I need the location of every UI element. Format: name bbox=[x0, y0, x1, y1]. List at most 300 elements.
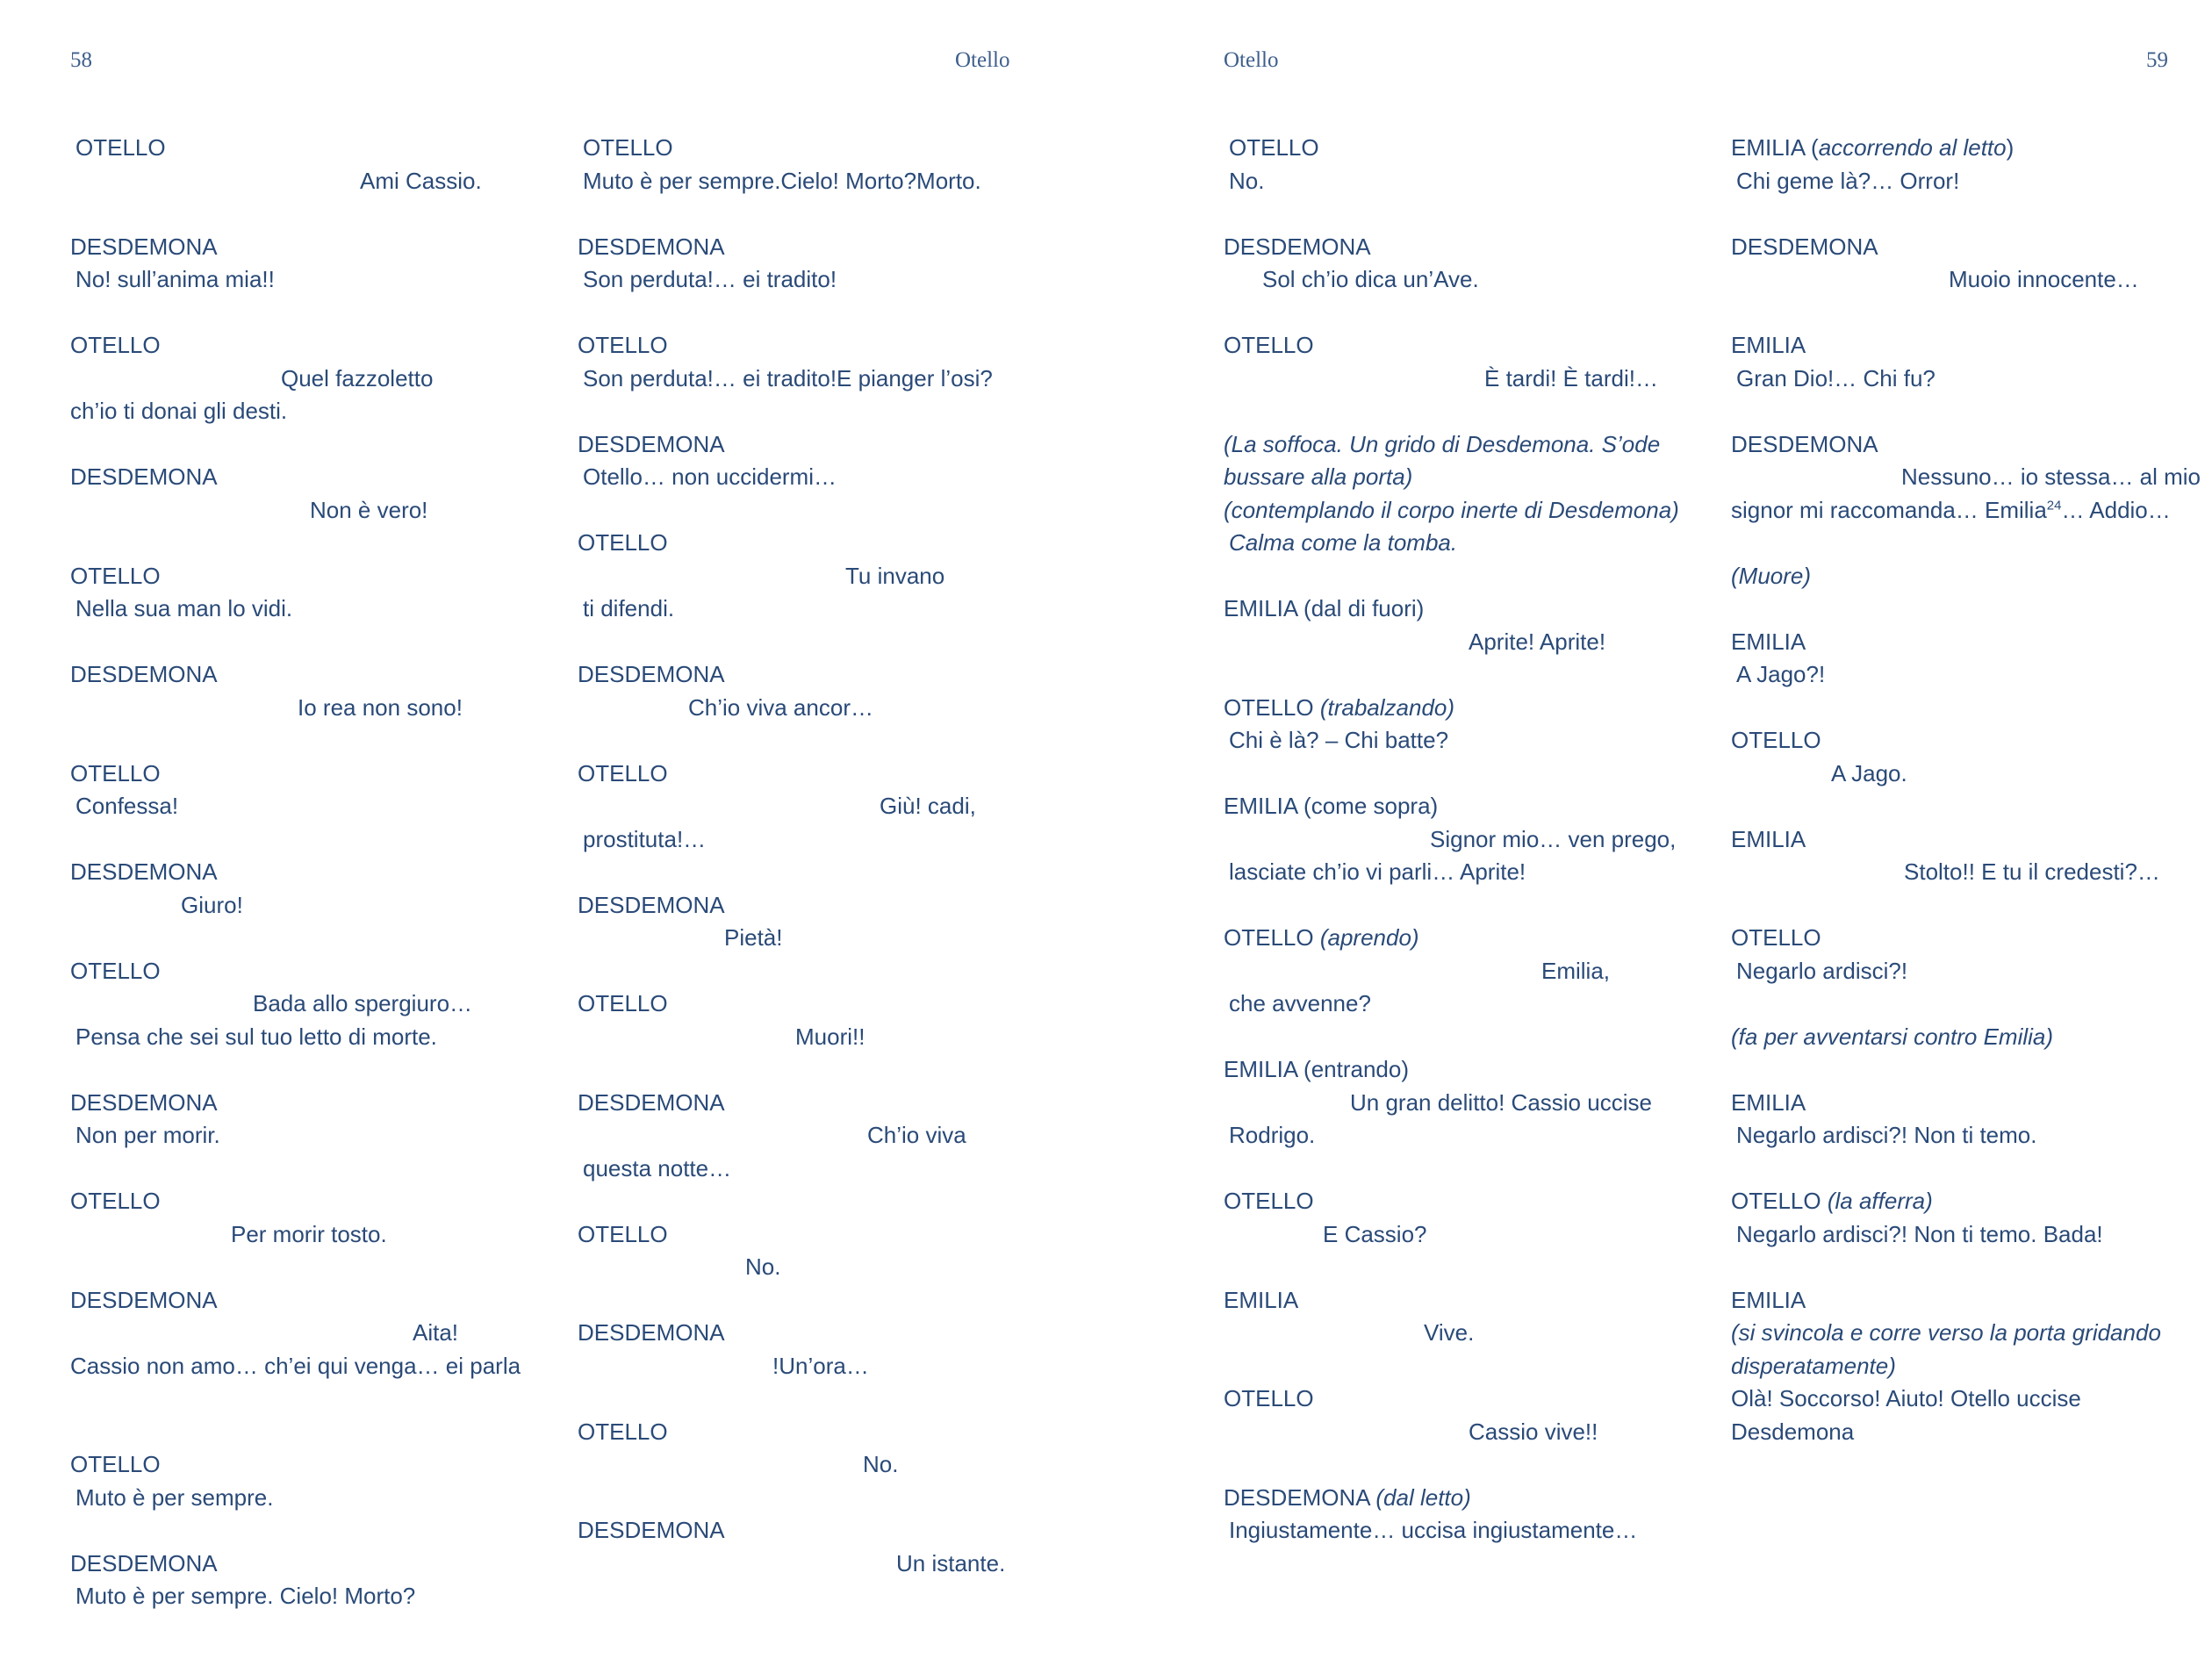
dialogue-line bbox=[1224, 626, 1733, 659]
left-running-title: Otello bbox=[955, 48, 1010, 72]
line-text: Non per morir. bbox=[75, 1122, 220, 1148]
dialogue-line bbox=[1224, 363, 1733, 396]
line-text: ti difendi. bbox=[583, 595, 675, 621]
line-text: Negarlo ardisci?! bbox=[1736, 957, 1908, 984]
line-text: DESDEMONA bbox=[1731, 430, 1878, 457]
line-text: A Jago. bbox=[1831, 759, 1907, 786]
line-text: Sol ch’io dica un’Ave. bbox=[1262, 266, 1479, 292]
line-text: Negarlo ardisci?! Non ti temo. Bada! bbox=[1736, 1220, 2103, 1247]
dialogue-line bbox=[1224, 988, 1733, 1021]
line-text: EMILIA (entrando) bbox=[1224, 1056, 1409, 1082]
dialogue-line bbox=[1224, 1119, 1733, 1153]
speaker-name bbox=[1731, 329, 2212, 363]
line-text: Aita! bbox=[413, 1319, 459, 1346]
line-text: Nella sua man lo vidi. bbox=[75, 595, 293, 621]
line-text: EMILIA bbox=[1731, 825, 1806, 852]
left-page-number: 58 bbox=[70, 48, 92, 72]
speaker-name bbox=[70, 955, 579, 988]
speaker-name bbox=[1731, 823, 2212, 857]
blank-line bbox=[578, 494, 1087, 528]
blank-line bbox=[1731, 790, 2212, 823]
speaker-name bbox=[578, 758, 1087, 791]
dialogue-line bbox=[578, 592, 1087, 626]
blank-line bbox=[578, 856, 1087, 889]
line-text: (La soffoca. Un grido di Desdemona. S’ode bbox=[1224, 430, 1661, 457]
speaker-name bbox=[70, 758, 579, 791]
dialogue-line bbox=[70, 1021, 579, 1054]
stage-direction bbox=[1224, 527, 1733, 560]
line-text: No. bbox=[1229, 167, 1265, 194]
dialogue-line bbox=[70, 263, 579, 297]
stage-direction bbox=[1224, 428, 1733, 462]
dialogue-line bbox=[1224, 1317, 1733, 1350]
dialogue-line bbox=[1224, 1087, 1733, 1120]
speaker-name bbox=[1731, 1185, 2212, 1218]
speaker-name bbox=[70, 1087, 579, 1120]
dialogue-line bbox=[1224, 823, 1733, 857]
dialogue-line bbox=[578, 263, 1087, 297]
blank-line bbox=[1224, 297, 1733, 330]
blank-line bbox=[1224, 658, 1733, 692]
line-text: (contemplando il corpo inerte di Desdemona) bbox=[1224, 496, 1679, 523]
speaker-name bbox=[578, 1317, 1087, 1350]
dialogue-line bbox=[1731, 363, 2212, 396]
line-text: Negarlo ardisci?! Non ti temo. bbox=[1736, 1122, 2037, 1148]
line-text: OTELLO bbox=[1224, 693, 1314, 721]
dialogue-line bbox=[1224, 724, 1733, 758]
line-text: Rodrigo. bbox=[1229, 1122, 1316, 1148]
text-column-1 bbox=[70, 132, 579, 1613]
dialogue-line bbox=[1224, 955, 1733, 988]
line-text: Signor mio… ven prego, bbox=[1430, 825, 1677, 852]
speaker-name bbox=[578, 527, 1087, 560]
dialogue-line bbox=[70, 592, 579, 626]
dialogue-line bbox=[70, 363, 579, 396]
line-text: prostituta!… bbox=[583, 825, 707, 852]
dialogue-line bbox=[70, 790, 579, 823]
blank-line bbox=[1224, 889, 1733, 923]
blank-line bbox=[70, 1251, 579, 1284]
blank-line bbox=[1224, 560, 1733, 593]
line-text: OTELLO bbox=[578, 759, 668, 786]
dialogue-line bbox=[1731, 494, 2212, 528]
stage-direction bbox=[1224, 494, 1733, 528]
line-text: OTELLO bbox=[578, 1220, 668, 1247]
speaker-name bbox=[1224, 329, 1733, 363]
dialogue-line bbox=[578, 1448, 1087, 1482]
line-text: E Cassio? bbox=[1323, 1220, 1427, 1247]
speaker-name bbox=[70, 856, 579, 889]
stage-direction bbox=[1224, 461, 1733, 494]
stage-direction-inline: (trabalzando) bbox=[1319, 693, 1455, 721]
speaker-name bbox=[70, 1284, 579, 1318]
right-page-number: 59 bbox=[2146, 48, 2168, 72]
speaker-name bbox=[1224, 790, 1733, 823]
line-text: Stolto!! E tu il credesti?… bbox=[1904, 858, 2160, 885]
dialogue-line bbox=[70, 1317, 579, 1350]
line-text: OTELLO bbox=[1224, 1188, 1314, 1214]
line-text: bussare alla porta) bbox=[1224, 463, 1413, 490]
line-text: No. bbox=[745, 1253, 781, 1280]
line-text: Gran Dio!… Chi fu? bbox=[1736, 364, 1936, 391]
speaker-name bbox=[1224, 922, 1733, 955]
line-text: DESDEMONA bbox=[70, 1549, 218, 1576]
line-text: OTELLO bbox=[1224, 1385, 1314, 1411]
line-text: DESDEMONA bbox=[578, 1088, 725, 1116]
line-text: No. bbox=[863, 1451, 899, 1477]
speaker-name bbox=[70, 1548, 579, 1581]
line-text: EMILIA bbox=[1731, 332, 1806, 358]
line-text: A Jago?! bbox=[1736, 661, 1826, 687]
speaker-name bbox=[1224, 132, 1733, 165]
line-text: DESDEMONA bbox=[70, 233, 218, 260]
line-text: ch’io ti donai gli desti. bbox=[70, 398, 288, 424]
line-text: OTELLO bbox=[1224, 332, 1314, 358]
line-text: OTELLO bbox=[1731, 727, 1821, 753]
dialogue-line bbox=[70, 889, 579, 923]
speaker-name bbox=[1731, 1087, 2212, 1120]
speaker-name bbox=[578, 1514, 1087, 1548]
line-text: DESDEMONA bbox=[70, 463, 218, 490]
dialogue-line bbox=[70, 1580, 579, 1613]
line-text: DESDEMONA bbox=[70, 1088, 218, 1116]
dialogue-line bbox=[578, 1251, 1087, 1284]
line-text: DESDEMONA bbox=[578, 430, 725, 457]
line-text: Aprite! Aprite! bbox=[1469, 628, 1606, 655]
speaker-name bbox=[578, 1218, 1087, 1252]
line-text: OTELLO bbox=[578, 332, 668, 358]
speaker-name bbox=[1731, 724, 2212, 758]
speaker-name bbox=[1224, 1284, 1733, 1318]
dialogue-line bbox=[1731, 658, 2212, 692]
blank-line bbox=[1224, 758, 1733, 791]
blank-line bbox=[1224, 1448, 1733, 1482]
speaker-name bbox=[1224, 1482, 1733, 1515]
speaker-name bbox=[70, 132, 579, 165]
line-text: Un istante. bbox=[896, 1549, 1006, 1576]
text-column-3 bbox=[1224, 132, 1733, 1548]
speaker-name bbox=[578, 231, 1087, 264]
line-text: Ami Cassio. bbox=[360, 167, 482, 194]
dialogue-line bbox=[1224, 856, 1733, 889]
dialogue-line bbox=[70, 1482, 579, 1515]
dialogue-line bbox=[1731, 856, 2212, 889]
dialogue-line bbox=[1731, 1218, 2212, 1252]
blank-line bbox=[578, 1185, 1087, 1218]
line-text: Cassio vive!! bbox=[1469, 1418, 1598, 1445]
line-text: (fa per avventarsi contro Emilia) bbox=[1731, 1023, 2054, 1050]
line-text: Giuro! bbox=[181, 891, 243, 918]
speaker-name bbox=[1224, 1185, 1733, 1218]
line-text: Nessuno… io stessa… al mio bbox=[1901, 463, 2201, 490]
dialogue-line bbox=[578, 692, 1087, 725]
speaker-name bbox=[578, 1087, 1087, 1120]
blank-line bbox=[70, 1153, 579, 1186]
dialogue-line bbox=[1731, 1382, 2212, 1416]
dialogue-line bbox=[578, 363, 1087, 396]
line-text: Son perduta!… ei tradito! bbox=[583, 266, 837, 292]
line-text-tail: ) bbox=[2006, 134, 2014, 161]
line-text: Muoio innocente… bbox=[1949, 266, 2139, 292]
line-text: DESDEMONA bbox=[578, 1517, 725, 1543]
speaker-name bbox=[70, 560, 579, 593]
blank-line bbox=[70, 527, 579, 560]
text-column-4 bbox=[1731, 132, 2212, 1448]
line-text: DESDEMONA bbox=[1224, 1483, 1370, 1511]
line-text: OTELLO bbox=[1224, 924, 1314, 951]
speaker-name bbox=[70, 231, 579, 264]
line-text: DESDEMONA bbox=[1731, 233, 1878, 260]
dialogue-line bbox=[1731, 758, 2212, 791]
line-text: Emilia, bbox=[1541, 957, 1611, 984]
blank-line bbox=[1224, 1350, 1733, 1383]
line-text: EMILIA bbox=[1731, 1286, 1806, 1313]
blank-line bbox=[70, 626, 579, 659]
speaker-name bbox=[578, 889, 1087, 923]
dialogue-line bbox=[578, 1548, 1087, 1581]
line-text: Ch’io viva ancor… bbox=[688, 693, 873, 721]
line-text: Bada allo spergiuro… bbox=[253, 990, 473, 1016]
blank-line bbox=[1224, 1021, 1733, 1054]
dialogue-line bbox=[578, 1021, 1087, 1054]
stage-direction bbox=[1731, 1317, 2212, 1350]
speaker-name bbox=[578, 428, 1087, 462]
dialogue-line bbox=[70, 165, 579, 198]
dialogue-line bbox=[1224, 1416, 1733, 1449]
blank-line bbox=[578, 1482, 1087, 1515]
line-text: OTELLO bbox=[1731, 1188, 1821, 1214]
dialogue-line bbox=[1224, 263, 1733, 297]
line-text: OTELLO bbox=[70, 759, 161, 786]
line-text: !Un’ora… bbox=[772, 1352, 869, 1379]
line-text: Tu invano bbox=[845, 562, 945, 589]
blank-line bbox=[70, 1053, 579, 1087]
blank-line bbox=[1731, 1153, 2212, 1186]
dialogue-line bbox=[578, 1350, 1087, 1383]
line-text: Per morir tosto. bbox=[231, 1220, 387, 1247]
blank-line bbox=[578, 297, 1087, 330]
line-text-after: … Addio… bbox=[2061, 496, 2171, 523]
line-text: Vive. bbox=[1424, 1319, 1475, 1346]
line-text: Muori!! bbox=[795, 1023, 865, 1050]
line-text: EMILIA ( bbox=[1731, 134, 1819, 161]
blank-line bbox=[578, 198, 1087, 231]
blank-line bbox=[1731, 889, 2212, 923]
line-text: Muto è per sempre. bbox=[75, 1483, 274, 1511]
dialogue-line bbox=[578, 922, 1087, 955]
line-text: lasciate ch’io vi parli… Aprite! bbox=[1229, 858, 1526, 885]
dialogue-line bbox=[70, 692, 579, 725]
line-text: Un gran delitto! Cassio uccise bbox=[1350, 1088, 1652, 1116]
speaker-name bbox=[70, 1185, 579, 1218]
line-text: EMILIA bbox=[1224, 1286, 1299, 1313]
blank-line bbox=[1731, 692, 2212, 725]
line-text: OTELLO bbox=[75, 134, 166, 161]
blank-line bbox=[578, 395, 1087, 428]
line-text: EMILIA (dal di fuori) bbox=[1224, 595, 1425, 621]
line-text: (si svincola e corre verso la porta gridando bbox=[1731, 1319, 2161, 1346]
dialogue-line bbox=[1731, 165, 2212, 198]
speaker-name bbox=[70, 658, 579, 692]
line-text: Giù! cadi, bbox=[880, 793, 976, 819]
line-text: Desdemona bbox=[1731, 1418, 1855, 1445]
line-text: OTELLO bbox=[70, 562, 161, 589]
blank-line bbox=[1731, 395, 2212, 428]
dialogue-line bbox=[70, 494, 579, 528]
blank-line bbox=[1224, 198, 1733, 231]
line-text: DESDEMONA bbox=[578, 1319, 725, 1346]
blank-line bbox=[70, 1416, 579, 1449]
line-text: OTELLO bbox=[583, 134, 673, 161]
line-text: OTELLO bbox=[578, 1418, 668, 1445]
speaker-name bbox=[578, 329, 1087, 363]
blank-line bbox=[1731, 592, 2212, 626]
line-text: Muto è per sempre. Cielo! Morto? bbox=[75, 1583, 416, 1609]
blank-line bbox=[578, 724, 1087, 758]
blank-line bbox=[1224, 1153, 1733, 1186]
line-text: No! sull’anima mia!! bbox=[75, 266, 275, 292]
speaker-name bbox=[1731, 231, 2212, 264]
speaker-name bbox=[1224, 231, 1733, 264]
speaker-name bbox=[1731, 428, 2212, 462]
dialogue-line bbox=[1224, 165, 1733, 198]
speaker-name bbox=[70, 1448, 579, 1482]
text-column-2 bbox=[578, 132, 1087, 1580]
blank-line bbox=[70, 1514, 579, 1548]
speaker-name bbox=[578, 132, 1087, 165]
dialogue-line bbox=[578, 461, 1087, 494]
stage-direction bbox=[1731, 1021, 2212, 1054]
line-text: DESDEMONA bbox=[70, 661, 218, 687]
speaker-name bbox=[578, 1416, 1087, 1449]
blank-line bbox=[1731, 198, 2212, 231]
blank-line bbox=[70, 198, 579, 231]
speaker-name bbox=[70, 461, 579, 494]
line-text: Muto è per sempre.Cielo! Morto?Morto. bbox=[583, 167, 981, 194]
blank-line bbox=[70, 823, 579, 857]
blank-line bbox=[578, 955, 1087, 988]
blank-line bbox=[578, 626, 1087, 659]
line-text: Ch’io viva bbox=[867, 1122, 966, 1148]
blank-line bbox=[1731, 988, 2212, 1021]
line-text: OTELLO bbox=[578, 990, 668, 1016]
right-running-title: Otello bbox=[1224, 48, 1279, 72]
blank-line bbox=[578, 1053, 1087, 1087]
stage-direction bbox=[1731, 1350, 2212, 1383]
speaker-name bbox=[1731, 1284, 2212, 1318]
line-text: EMILIA (come sopra) bbox=[1224, 793, 1439, 819]
dialogue-line bbox=[70, 1350, 579, 1383]
dialogue-line bbox=[1224, 1514, 1733, 1548]
blank-line bbox=[70, 297, 579, 330]
line-text: OTELLO bbox=[70, 957, 161, 984]
dialogue-line bbox=[578, 560, 1087, 593]
speaker-name bbox=[1224, 692, 1733, 725]
dialogue-line bbox=[578, 823, 1087, 857]
dialogue-line bbox=[1224, 1218, 1733, 1252]
dialogue-line bbox=[1731, 263, 2212, 297]
speaker-name bbox=[1224, 1053, 1733, 1087]
line-text: OTELLO bbox=[1731, 924, 1821, 951]
line-text: Otello… non uccidermi… bbox=[583, 463, 837, 490]
dialogue-line bbox=[578, 1153, 1087, 1186]
speaker-name bbox=[70, 329, 579, 363]
dialogue-line bbox=[70, 988, 579, 1021]
line-text: OTELLO bbox=[70, 1188, 161, 1214]
dialogue-line bbox=[1731, 1416, 2212, 1449]
dialogue-line bbox=[70, 1218, 579, 1252]
blank-line bbox=[70, 1382, 579, 1416]
dialogue-line bbox=[1731, 461, 2212, 494]
line-text: DESDEMONA bbox=[578, 233, 725, 260]
line-text: Io rea non sono! bbox=[298, 693, 463, 721]
stage-direction bbox=[1731, 560, 2212, 593]
blank-line bbox=[1731, 1053, 2212, 1087]
line-text: Pensa che sei sul tuo letto di morte. bbox=[75, 1023, 437, 1050]
speaker-name bbox=[1224, 1382, 1733, 1416]
line-text: DESDEMONA bbox=[70, 1286, 218, 1313]
speaker-name bbox=[578, 658, 1087, 692]
line-text: Ingiustamente… uccisa ingiustamente… bbox=[1229, 1517, 1638, 1543]
dialogue-line bbox=[578, 165, 1087, 198]
blank-line bbox=[70, 724, 579, 758]
dialogue-line bbox=[578, 1119, 1087, 1153]
blank-line bbox=[578, 1284, 1087, 1318]
stage-direction-inline: (dal letto) bbox=[1375, 1483, 1471, 1511]
line-text: Non è vero! bbox=[310, 496, 428, 523]
blank-line bbox=[70, 922, 579, 955]
line-text: disperatamente) bbox=[1731, 1352, 1896, 1379]
line-text: questa notte… bbox=[583, 1154, 732, 1181]
dialogue-line bbox=[578, 790, 1087, 823]
line-text: EMILIA bbox=[1731, 1088, 1806, 1116]
blank-line bbox=[70, 428, 579, 462]
line-text: Quel fazzoletto bbox=[281, 364, 434, 391]
line-text: DESDEMONA bbox=[578, 891, 725, 918]
blank-line bbox=[1731, 527, 2212, 560]
speaker-name bbox=[1731, 626, 2212, 659]
footnote-marker: 24 bbox=[2046, 497, 2062, 513]
dialogue-line bbox=[1731, 1119, 2212, 1153]
speaker-name bbox=[1731, 132, 2212, 165]
line-text: È tardi! È tardi!… bbox=[1484, 364, 1658, 391]
blank-line bbox=[1224, 1251, 1733, 1284]
line-text: DESDEMONA bbox=[578, 661, 725, 687]
line-text: OTELLO bbox=[1229, 134, 1319, 161]
stage-direction-inline: (aprendo) bbox=[1319, 924, 1419, 951]
line-text: Olà! Soccorso! Aiuto! Otello uccise bbox=[1731, 1385, 2081, 1411]
dialogue-line bbox=[1731, 955, 2212, 988]
blank-line bbox=[578, 1382, 1087, 1416]
speaker-name bbox=[1731, 922, 2212, 955]
line-text: OTELLO bbox=[578, 529, 668, 556]
line-text: signor mi raccomanda… Emilia bbox=[1731, 496, 2047, 523]
stage-direction-inline: accorrendo al letto bbox=[1818, 134, 2007, 161]
dialogue-line bbox=[70, 395, 579, 428]
line-text: Cassio non amo… ch’ei qui venga… ei parla bbox=[70, 1352, 521, 1379]
line-text: Son perduta!… ei tradito!E pianger l’osi? bbox=[583, 364, 993, 391]
line-text: Confessa! bbox=[75, 793, 179, 819]
line-text: DESDEMONA bbox=[1224, 233, 1371, 260]
line-text: OTELLO bbox=[70, 332, 161, 358]
line-text: Calma come la tomba. bbox=[1229, 529, 1458, 556]
line-text: Chi è là? – Chi batte? bbox=[1229, 727, 1449, 753]
blank-line bbox=[1731, 1251, 2212, 1284]
speaker-name bbox=[578, 988, 1087, 1021]
line-text: EMILIA bbox=[1731, 628, 1806, 655]
line-text: OTELLO bbox=[70, 1451, 161, 1477]
blank-line bbox=[1731, 297, 2212, 330]
